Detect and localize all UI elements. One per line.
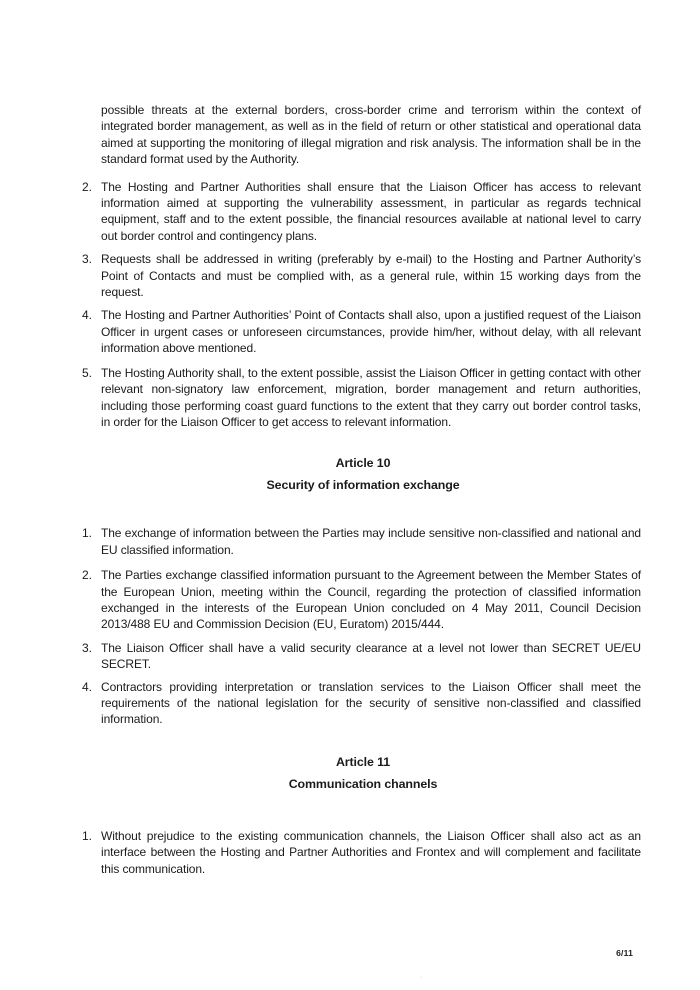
list-item (82, 567, 641, 633)
list-item-number: 1. (82, 526, 92, 541)
list-item-number: 2. (82, 568, 92, 583)
list-item (82, 828, 641, 877)
list-item-text: The exchange of information between the Parties may include sensitive non-classified and national and EU classified information. (101, 526, 641, 557)
list-item-text: Without prejudice to the existing communication channels, the Liaison Officer shall also act as an interface between the Hosting and Partner Authorities and Frontex and will complement and facilitate this communication. (101, 828, 641, 876)
list-item (82, 251, 641, 300)
list-item-number: 3. (82, 252, 92, 267)
page-number: 6/11 (616, 948, 633, 958)
list-item-number: 2. (82, 179, 92, 194)
list-item-number: 4. (82, 679, 92, 694)
list-item (82, 525, 641, 558)
article-11-subtitle: Communication channels (288, 776, 438, 791)
list-item-text: The Hosting and Partner Authorities’ Point of Contacts shall also, upon a justified request of the Liaison Officer in urgent cases or unforeseen circumstances, provide him/her, without delay, with all relevant information above mentioned. (101, 308, 641, 356)
list-item (82, 179, 641, 245)
list-item-number: 1. (82, 828, 92, 843)
list-item-text: The Liaison Officer shall have a valid security clearance at a level not lower than SECRET UE/EU SECRET. (101, 640, 641, 672)
article-10-subtitle: Security of information exchange (266, 478, 460, 493)
article-10-title: Article 10 (335, 456, 391, 471)
article-11-title: Article 11 (335, 754, 391, 769)
list-item-text: Contractors providing interpretation or translation services to the Liaison Officer shall meet the requirements of the national legislation for the security of sensitive non-classified and classified information. (101, 679, 641, 727)
list-item-number: 4. (82, 308, 92, 323)
continuation-paragraph: possible threats at the external borders, cross-border crime and terrorism within the context of integrated border management, as well as in the field of return or other statistical and operational data aimed at supporting the monitoring of illegal migration and risk analysis. The information shall be in the standard format used by the Authority. (101, 103, 641, 167)
scan-artifact-dot: · (420, 974, 423, 981)
list-item (82, 640, 641, 673)
list-item (82, 365, 641, 431)
list-item-text: The Hosting and Partner Authorities shall ensure that the Liaison Officer has access to relevant information aimed at supporting the vulnerability assessment, in particular as regards technical equipment, staff and to the extent possible, the financial resources available at national level to carry out border control and contingency plans. (101, 179, 641, 243)
list-item (82, 307, 641, 356)
list-item-number: 3. (82, 640, 92, 655)
page-content (82, 102, 641, 877)
list-item-number: 5. (82, 365, 92, 380)
list-item (82, 679, 641, 728)
list-item-text: Requests shall be addressed in writing (preferably by e-mail) to the Hosting and Partner Authority’s Point of Contacts and must be complied with, as a general rule, within 15 working days from the request. (101, 252, 641, 300)
list-item-text: The Hosting Authority shall, to the extent possible, assist the Liaison Officer in getting contact with other relevant non-signatory law enforcement, migration, border management and return authorities, including those performing coast guard functions to the extent that they carry out border control tasks, in order for the Liaison Officer to get access to relevant information. (101, 365, 641, 429)
list-item-text: The Parties exchange classified information pursuant to the Agreement between the Member States of the European Union, meeting within the Council, regarding the protection of classified information exchanged in the interests of the European Union concluded on 4 May 2011, Council Decision 2013/488 EU and Commission Decision (EU, Euratom) 2015/444. (101, 568, 641, 632)
